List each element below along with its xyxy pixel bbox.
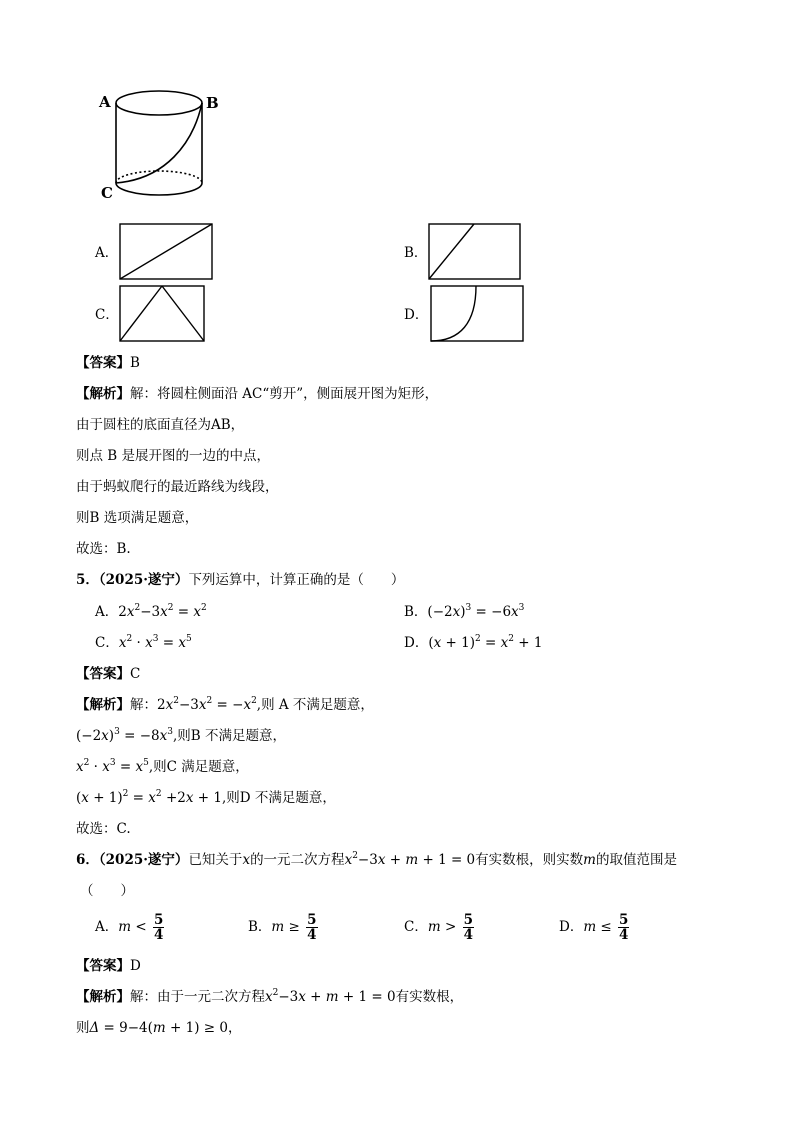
option-b-figure xyxy=(428,223,522,281)
q4-answer: 【答案】B xyxy=(76,355,140,371)
q5-option-d: D．$(x + 1)^2 = x^2 + 1$ xyxy=(404,634,543,651)
option-b-label: B． xyxy=(404,245,428,261)
q6-option-d: D．m ≤ $\frac{5}{4}$ xyxy=(559,912,629,943)
option-c-figure xyxy=(119,285,207,343)
q6-option-a: A．m < $\frac{5}{4}$ xyxy=(95,912,164,943)
q5-stem: 5．（2025·遂宁）下列运算中，计算正确的是（ ） xyxy=(76,572,405,588)
q5-analysis-line-3: $x^2 \cdot x^3 = x^5$,则C 满足题意， xyxy=(76,758,249,775)
q4-conclusion: 故选：B. xyxy=(76,541,131,557)
q5-option-a: A．$2x^2-3x^2 = x^2$ xyxy=(95,603,207,620)
q5-option-c: C．$x^2 \cdot x^3 = x^5$ xyxy=(95,634,192,651)
option-a-label: A． xyxy=(95,245,119,261)
q6-analysis-line-2: 则Δ = 9−4(m + 1) ≥ 0， xyxy=(76,1020,242,1036)
option-d-figure xyxy=(430,285,526,343)
q6-answer-paren: （ ） xyxy=(80,883,134,899)
q5-conclusion: 故选：C. xyxy=(76,821,131,837)
q5-analysis-line-2: $(-2x)^3 = -8x^3$,则B 不满足题意， xyxy=(76,727,286,744)
q6-option-b: B．m ≥ $\frac{5}{4}$ xyxy=(248,912,317,943)
label-c: C xyxy=(101,184,113,202)
q5-option-b: B．$(-2x)^3 = -6x^3$ xyxy=(404,603,525,620)
q6-stem: 6．（2025·遂宁）已知关于x的一元二次方程$x^2-3x + m + 1 = 0$有实数根，则实数m的取值范围是 xyxy=(76,851,677,868)
label-b: B xyxy=(206,94,219,112)
q4-analysis-line-5: 则B 选项满足题意， xyxy=(76,510,199,526)
q5-analysis-line-4: $(x + 1)^2 = x^2 +2x + 1$,则D 不满足题意， xyxy=(76,789,336,806)
q5-analysis-line-1: 【解析】解：$2x^2-3x^2 = -x^2$,则 A 不满足题意， xyxy=(76,696,374,713)
label-a: A xyxy=(99,93,111,111)
option-c-label: C． xyxy=(95,307,119,323)
q6-answer: 【答案】D xyxy=(76,958,141,974)
q4-analysis-line-3: 则点 B 是展开图的一边的中点， xyxy=(76,448,271,464)
q5-answer: 【答案】C xyxy=(76,666,141,682)
option-a-figure xyxy=(119,223,215,281)
q6-analysis-line-1: 【解析】解：由于一元二次方程$x^2-3x + m + 1 = 0$有实数根， xyxy=(76,988,464,1005)
q4-analysis-line-4: 由于蚂蚁爬行的最近路线为线段， xyxy=(76,479,279,495)
option-d-label: D． xyxy=(404,307,429,323)
q4-analysis-line-2: 由于圆柱的底面直径为AB， xyxy=(76,417,245,433)
q6-option-c: C．m > $\frac{5}{4}$ xyxy=(404,912,473,943)
q4-analysis-line-1: 【解析】解：将圆柱侧面沿 AC“剪开”，侧面展开图为矩形， xyxy=(76,386,439,402)
